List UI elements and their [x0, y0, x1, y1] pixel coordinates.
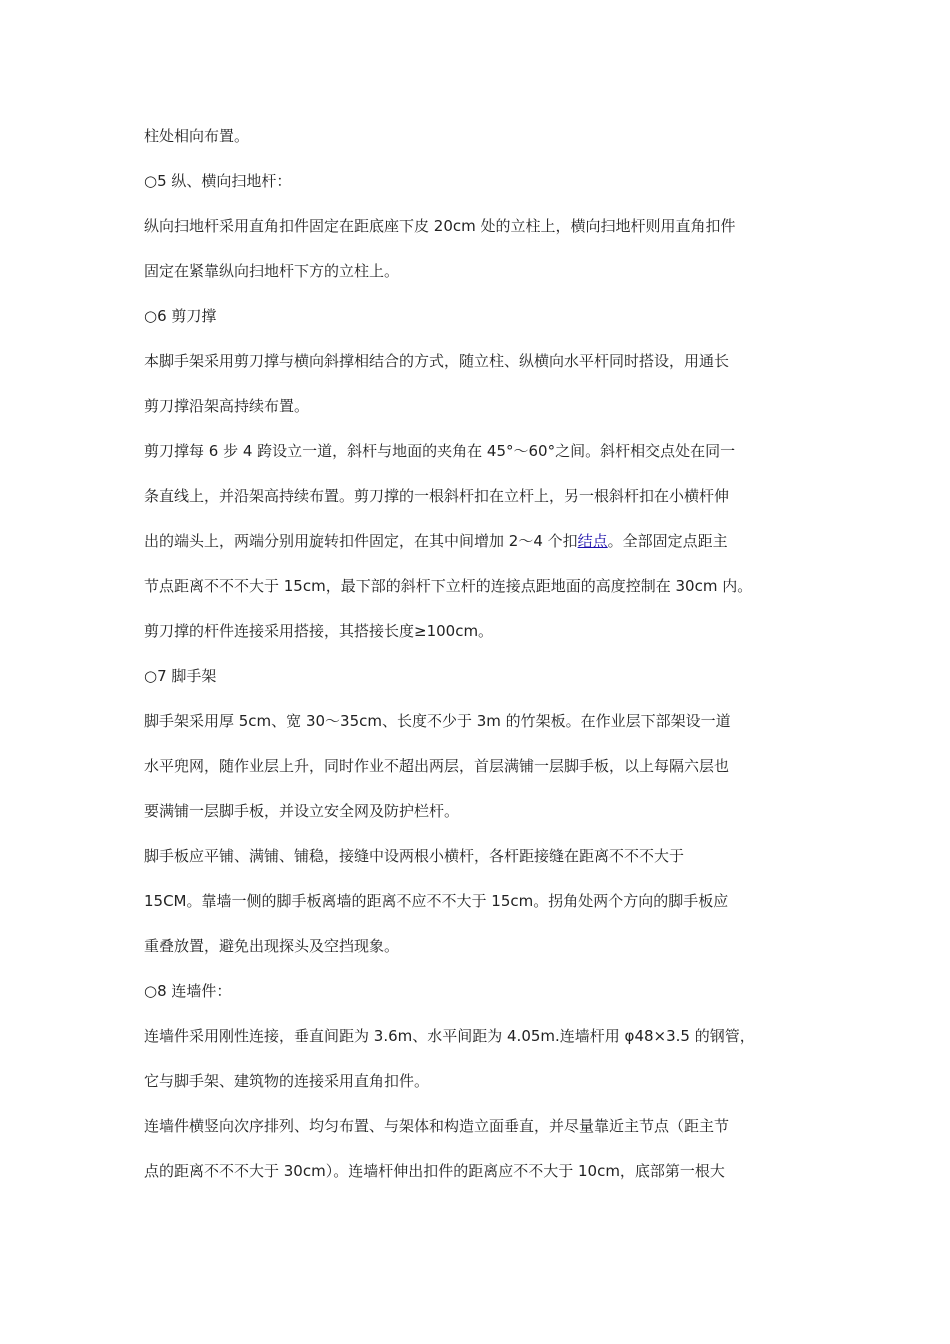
text-line: 水平兜网，随作业层上升，同时作业不超出两层，首层满铺一层脚手板，以上每隔六层也 [144, 757, 730, 775]
section-heading: ○5 纵、横向扫地杆： [144, 172, 292, 190]
text-line: 要满铺一层脚手板，并设立安全网及防护栏杆。 [144, 802, 460, 820]
text-line: 剪刀撑每 6 步 4 跨设立一道，斜杆与地面的夹角在 45°～60°之间。斜杆相交点处在同一 [144, 442, 736, 460]
section-heading: ○6 剪刀撑 [144, 307, 217, 325]
text-line: 固定在紧靠纵向扫地杆下方的立柱上。 [144, 262, 400, 280]
text-line: 重叠放置，避免出现探头及空挡现象。 [144, 937, 400, 955]
section-heading: ○8 连墙件： [144, 982, 232, 1000]
text-line: 本脚手架采用剪刀撑与横向斜撑相结合的方式，随立柱、纵横向水平杆同时搭设，用通长 [144, 352, 730, 370]
text-segment: 出的端头上，两端分别用旋转扣件固定，在其中间增加 2～4 个扣 [144, 532, 578, 550]
text-line: 脚手板应平铺、满铺、铺稳，接缝中设两根小横杆，各杆距接缝在距离不不不大于 [144, 847, 685, 865]
document-body [144, 114, 824, 1194]
text-segment: 。全部固定点距主 [607, 532, 728, 550]
text-line: 柱处相向布置。 [144, 127, 250, 145]
text-line: 连墙件横竖向次序排列、均匀布置、与架体和构造立面垂直，并尽量靠近主节点（距主节 [144, 1117, 730, 1135]
text-line: 点的距离不不不大于 30cm）。连墙杆伸出扣件的距离应不不大于 10cm，底部第一根大 [144, 1162, 725, 1180]
text-line: 脚手架采用厚 5cm、宽 30～35cm、长度不少于 3m 的竹架板。在作业层下部架设一道 [144, 712, 731, 730]
section-heading: ○7 脚手架 [144, 667, 217, 685]
text-line: 节点距离不不不大于 15cm，最下部的斜杆下立杆的连接点距地面的高度控制在 30cm 内。 [144, 577, 753, 595]
text-line: 纵向扫地杆采用直角扣件固定在距底座下皮 20cm 处的立柱上，横向扫地杆则用直角扣件 [144, 217, 736, 235]
text-line: 15CM。靠墙一侧的脚手板离墙的距离不应不不大于 15cm。拐角处两个方向的脚手板应 [144, 892, 729, 910]
text-line: 条直线上，并沿架高持续布置。剪刀撑的一根斜杆扣在立杆上，另一根斜杆扣在小横杆伸 [144, 487, 730, 505]
text-line: 剪刀撑沿架高持续布置。 [144, 397, 310, 415]
text-line: 剪刀撑的杆件连接采用搭接，其搭接长度≥100cm。 [144, 622, 494, 640]
jiedian-link[interactable]: 结点 [577, 532, 608, 550]
text-line: 它与脚手架、建筑物的连接采用直角扣件。 [144, 1072, 430, 1090]
text-line: 连墙件采用刚性连接，垂直间距为 3.6m、水平间距为 4.05m.连墙杆用 φ48×3.5 的钢管， [144, 1027, 755, 1045]
text-line-with-link [144, 519, 824, 564]
